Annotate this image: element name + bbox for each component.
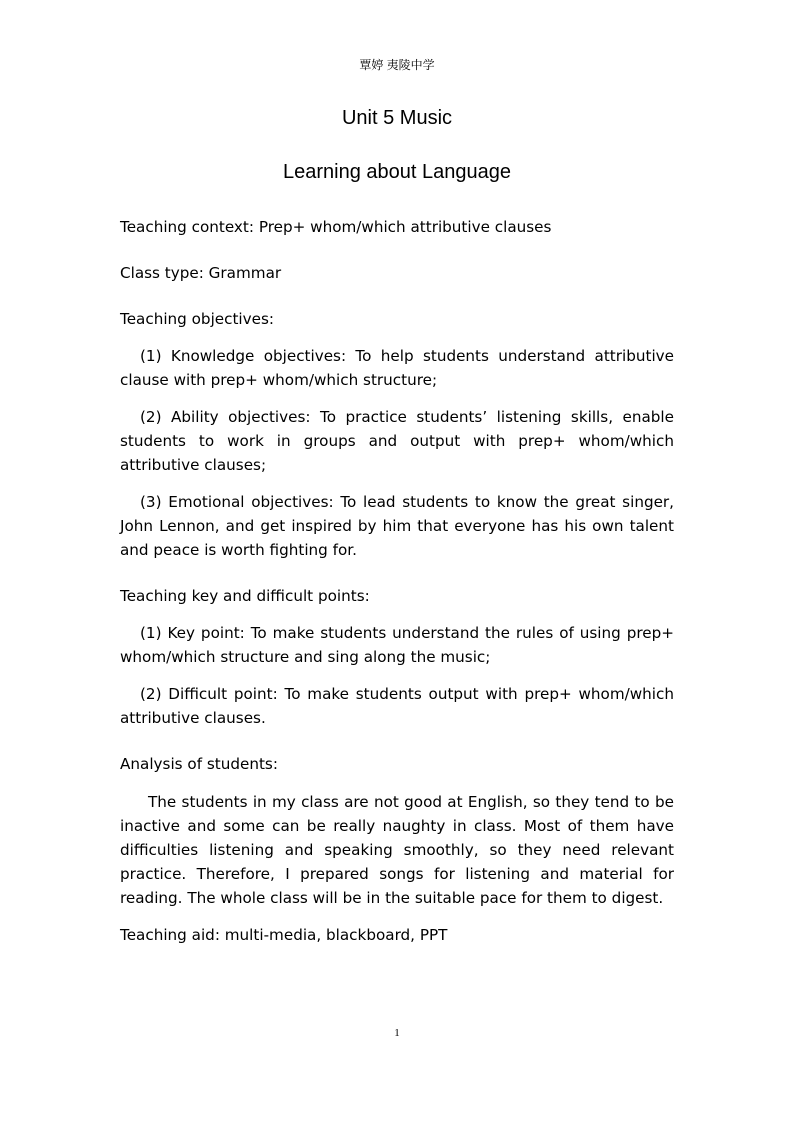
class-type-value: : Grammar — [198, 264, 282, 282]
document-body — [120, 215, 674, 947]
page-header: 覃婷 夷陵中学 — [359, 58, 435, 72]
teaching-context-label: Teaching context: — [120, 218, 254, 236]
objective-1-line: (1) Knowledge objectives: To help students understand attributive — [140, 347, 674, 365]
objective-2-line: students to work in groups and output with prep+ whom/which — [120, 432, 674, 450]
analysis-line: The students in my class are not good at English, so they tend to be — [148, 793, 674, 811]
objectives-heading: Teaching objectives: — [120, 310, 275, 328]
objective-3-line: John Lennon, and get inspired by him that everyone has his own talent — [120, 517, 674, 535]
objective-2-line: (2) Ability objectives: To practice students’ listening skills, enable — [140, 408, 674, 426]
analysis-heading: Analysis of students: — [120, 755, 278, 773]
class-type-label: Class type — [120, 264, 199, 282]
document-subtitle: Learning about Language — [283, 161, 511, 183]
page-number: 1 — [394, 1027, 400, 1039]
key-point-2-line: (2) Difficult point: To make students output with prep+ whom/which — [140, 685, 674, 703]
key-point-1 — [120, 621, 674, 669]
teaching-context-value: Prep+ whom/which attributive clauses — [254, 218, 552, 236]
class-type — [120, 261, 674, 285]
teaching-context — [120, 215, 674, 239]
header-rule — [120, 79, 674, 80]
analysis-line: difficulties listening and speaking smoothly, so they need relevant — [120, 841, 674, 859]
teaching-aid — [120, 923, 674, 947]
objective-1-line: clause with prep+ whom/which structure; — [120, 371, 438, 389]
teaching-aid-label: Teaching aid — [120, 926, 215, 944]
objective-3-line: and peace is worth fighting for. — [120, 541, 357, 559]
teaching-aid-value: : multi-media, blackboard, PPT — [214, 926, 448, 944]
key-point-1-line: whom/which structure and sing along the music; — [120, 648, 491, 666]
analysis-line: practice. Therefore, I prepared songs for listening and material for — [120, 865, 674, 883]
objective-2-line: attributive clauses; — [120, 456, 267, 474]
document-title: Unit 5 Music — [341, 107, 453, 129]
objective-3 — [120, 490, 674, 562]
analysis-line: reading. The whole class will be in the suitable pace for them to digest. — [120, 889, 664, 907]
analysis-paragraph — [120, 790, 674, 910]
key-points-heading: Teaching key and difficult points: — [120, 587, 370, 605]
objective-2 — [120, 405, 674, 477]
objective-1 — [120, 344, 674, 392]
key-point-2 — [120, 682, 674, 730]
key-point-1-line: (1) Key point: To make students understand the rules of using prep+ — [140, 624, 674, 642]
key-point-2-line: attributive clauses. — [120, 709, 266, 727]
analysis-line: inactive and some can be really naughty in class. Most of them have — [120, 817, 674, 835]
objective-3-line: (3) Emotional objectives: To lead students to know the great singer, — [140, 493, 674, 511]
